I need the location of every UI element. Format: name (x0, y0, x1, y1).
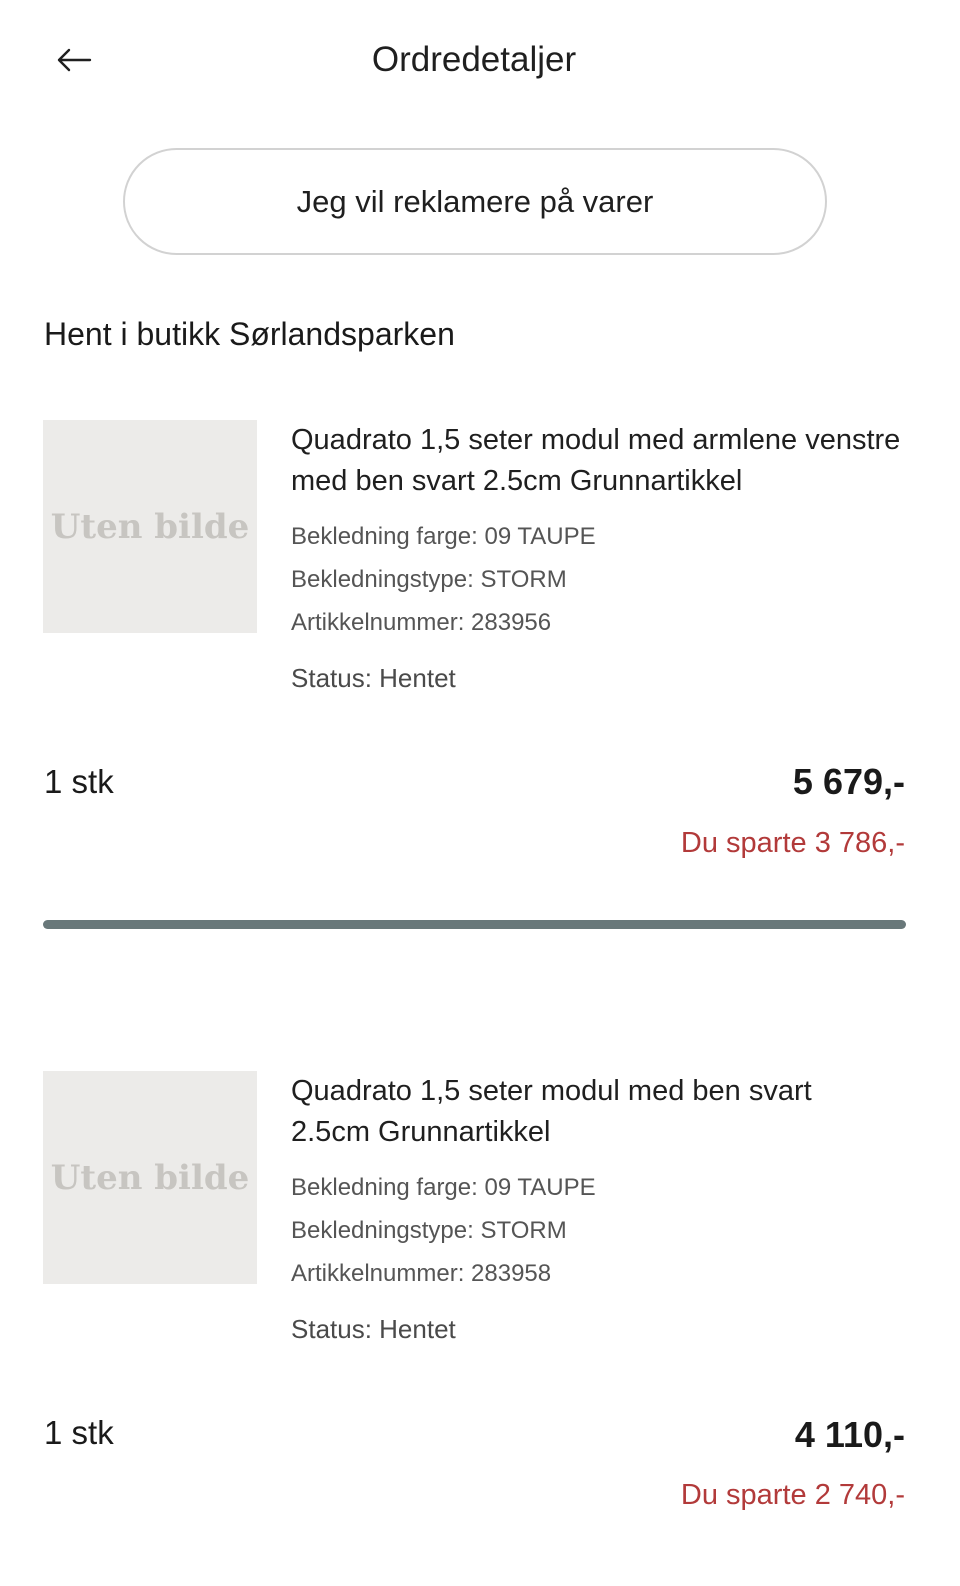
status-text: Status: Hentet (291, 1314, 456, 1344)
quantity: 1 stk (44, 1414, 114, 1451)
order-item (0, 420, 960, 900)
item-divider (43, 920, 906, 929)
quantity: 1 stk (44, 763, 114, 800)
price: 5 679,- (792, 761, 905, 802)
no-image-label: Uten bilde (50, 506, 250, 547)
product-image-placeholder[interactable] (43, 1071, 257, 1284)
product-image-placeholder[interactable] (43, 420, 257, 633)
attribute-article-number: Artikkelnummer: 283956 (291, 609, 552, 636)
attribute-color: Bekledning farge: 09 TAUPE (291, 1174, 596, 1201)
attribute-color: Bekledning farge: 09 TAUPE (291, 523, 596, 550)
saved-amount: Du sparte 3 786,- (680, 827, 905, 859)
attribute-article-number: Artikkelnummer: 283958 (291, 1260, 552, 1287)
claim-items-button[interactable]: Jeg vil reklamere på varer (123, 148, 827, 255)
product-name[interactable]: Quadrato 1,5 seter modul med armlene venstre med ben svart 2.5cm Grunnartikkel (291, 424, 901, 497)
status-text: Status: Hentet (291, 663, 456, 693)
price: 4 110,- (794, 1414, 905, 1455)
no-image-label: Uten bilde (50, 1157, 250, 1198)
header (0, 0, 960, 120)
pickup-store-title: Hent i butikk Sørlandsparken (44, 316, 455, 352)
saved-amount: Du sparte 2 740,- (680, 1479, 905, 1511)
attribute-type: Bekledningstype: STORM (291, 1217, 567, 1244)
page-title: Ordredetaljer (371, 40, 577, 79)
attribute-type: Bekledningstype: STORM (291, 566, 567, 593)
product-name[interactable]: Quadrato 1,5 seter modul med ben svart 2.5cm Grunnartikkel (291, 1075, 812, 1148)
order-item (0, 1071, 960, 1551)
